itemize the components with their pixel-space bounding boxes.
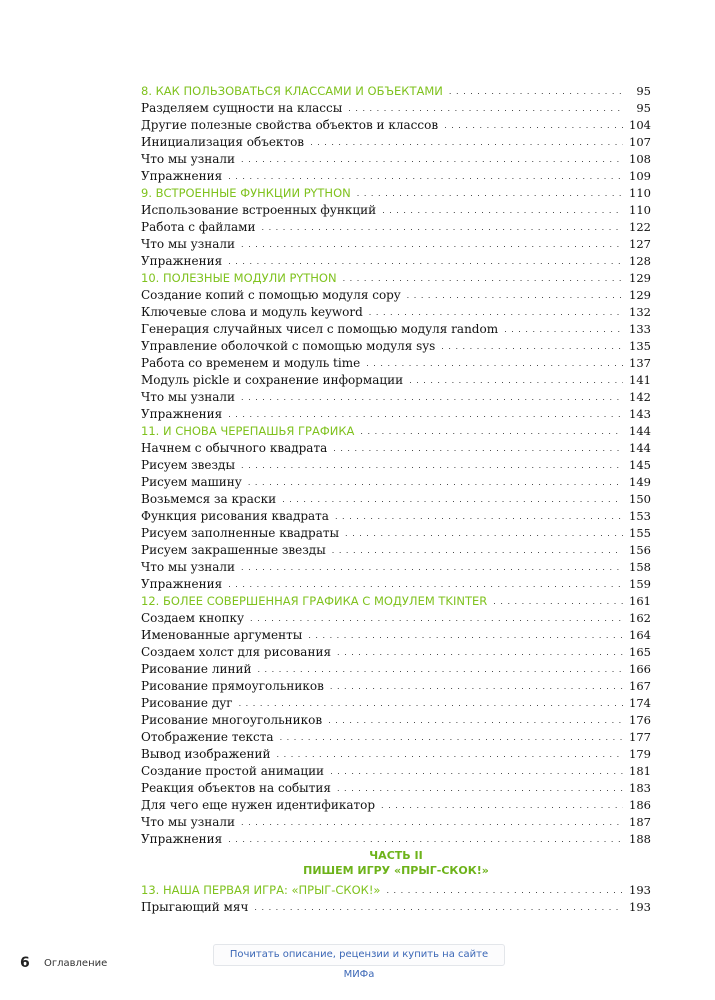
section-title: Упражнения [141,169,223,183]
section-title: Рисуем звезды [141,458,235,472]
section-title: Упражнения [141,254,223,268]
toc-item-row [141,778,651,795]
section-title: Упражнения [141,407,223,421]
toc-item-row [141,693,651,710]
toc-item-row [141,540,651,557]
toc-item-row [141,115,651,132]
page-ref: 193 [629,900,651,914]
toc-item-row [141,761,651,778]
publisher-link[interactable]: Почитать описание, рецензии и купить на сайте МИФа [213,944,505,966]
section-title: Генерация случайных чисел с помощью модуля random [141,322,499,336]
page-ref: 176 [629,713,651,727]
page-ref: 133 [629,322,651,336]
section-title: Реакция объектов на события [141,781,331,795]
page-ref: 174 [629,696,651,710]
section-title: Создание простой анимации [141,764,325,778]
dot-leader [228,828,623,848]
chapter-title: 11. И СНОВА ЧЕРЕПАШЬЯ ГРАФИКА [141,424,355,438]
toc-item-row [141,642,651,659]
toc-item-row [141,149,651,166]
toc-item-row [141,897,651,914]
section-title: Что мы узнали [141,390,236,404]
chapter-title: 8. КАК ПОЛЬЗОВАТЬСЯ КЛАССАМИ И ОБЪЕКТАМИ [141,84,443,98]
toc-item-row [141,727,651,744]
page-ref: 164 [629,628,651,642]
section-title: Инициализация объектов [141,135,305,149]
page-ref: 158 [629,560,651,574]
toc-chapter-row [141,591,651,608]
section-title: Создание копий с помощью модуля copy [141,288,401,302]
dot-leader [254,896,623,916]
page-ref: 149 [629,475,651,489]
section-title: Рисование многоугольников [141,713,323,727]
part-title: ПИШЕМ ИГРУ «ПРЫГ-СКОК!» [303,864,489,877]
page-ref: 108 [629,152,651,166]
toc-item-row [141,506,651,523]
toc-item-row [141,489,651,506]
table-of-contents-continued [141,880,651,914]
toc-item-row [141,319,651,336]
page-ref: 143 [629,407,651,421]
page-ref: 110 [629,203,651,217]
toc-chapter-row [141,183,651,200]
section-title: Для чего еще нужен идентификатор [141,798,376,812]
section-title: Рисуем закрашенные звезды [141,543,326,557]
page-ref: 186 [629,798,651,812]
page-ref: 142 [629,390,651,404]
section-title: Работа со временем и модуль time [141,356,361,370]
page-ref: 95 [636,84,651,98]
page-ref: 109 [629,169,651,183]
section-title: Рисуем заполненные квадраты [141,526,340,540]
page-ref: 177 [629,730,651,744]
toc-item-row [141,744,651,761]
toc-item-row [141,370,651,387]
toc-item-row [141,625,651,642]
page-ref: 144 [629,441,651,455]
toc-item-row [141,404,651,421]
toc-chapter-row [141,81,651,98]
chapter-title: 13. НАША ПЕРВАЯ ИГРА: «ПРЫГ-СКОК!» [141,883,381,897]
toc-item-row [141,353,651,370]
toc-item-row [141,659,651,676]
section-title: Рисование линий [141,662,252,676]
toc-item-row [141,608,651,625]
section-title: Именованные аргументы [141,628,303,642]
page-ref: 188 [629,832,651,846]
chapter-title: 9. ВСТРОЕННЫЕ ФУНКЦИИ PYTHON [141,186,351,200]
page-ref: 104 [629,118,651,132]
toc-item-row [141,336,651,353]
toc-chapter-row [141,421,651,438]
toc-item-row [141,812,651,829]
section-title: Разделяем сущности на классы [141,101,343,115]
section-title: Что мы узнали [141,560,236,574]
page-ref: 107 [629,135,651,149]
section-title: Начнем с обычного квадрата [141,441,328,455]
section-label: Оглавление [44,958,108,969]
page-number: 6 [20,955,30,971]
section-title: Отображение текста [141,730,274,744]
page-ref: 95 [636,101,651,115]
toc-item-row [141,574,651,591]
page-ref: 162 [629,611,651,625]
page-ref: 167 [629,679,651,693]
toc-item-row [141,523,651,540]
toc-item-row [141,234,651,251]
toc-item-row [141,455,651,472]
section-title: Модуль pickle и сохранение информации [141,373,404,387]
page-ref: 137 [629,356,651,370]
toc-item-row [141,829,651,846]
page-ref: 183 [629,781,651,795]
page-ref: 166 [629,662,651,676]
section-title: Прыгающий мяч [141,900,249,914]
page-ref: 132 [629,305,651,319]
page-ref: 110 [629,186,651,200]
page-ref: 165 [629,645,651,659]
toc-item-row [141,438,651,455]
page-ref: 153 [629,509,651,523]
toc-item-row [141,472,651,489]
page-ref: 181 [629,764,651,778]
section-title: Упражнения [141,577,223,591]
toc-chapter-row [141,880,651,897]
toc-item-row [141,217,651,234]
page-ref: 159 [629,577,651,591]
section-title: Функция рисования квадрата [141,509,329,523]
page-ref: 127 [629,237,651,251]
toc-item-row [141,251,651,268]
toc-item-row [141,166,651,183]
section-title: Создаем кнопку [141,611,245,625]
toc-item-row [141,285,651,302]
page-ref: 161 [629,594,651,608]
page-ref: 144 [629,424,651,438]
page-ref: 155 [629,526,651,540]
toc-item-row [141,795,651,812]
page-ref: 141 [629,373,651,387]
page-ref: 179 [629,747,651,761]
page-ref: 129 [629,288,651,302]
toc-item-row [141,132,651,149]
page-ref: 193 [629,883,651,897]
section-title: Управление оболочкой с помощью модуля sys [141,339,436,353]
page-ref: 187 [629,815,651,829]
toc-item-row [141,676,651,693]
toc-chapter-row [141,268,651,285]
page-ref: 145 [629,458,651,472]
part-label: ЧАСТЬ II [369,849,423,862]
section-title: Ключевые слова и модуль keyword [141,305,363,319]
page-ref: 128 [629,254,651,268]
page-ref: 150 [629,492,651,506]
section-title: Другие полезные свойства объектов и классов [141,118,439,132]
section-title: Рисование прямоугольников [141,679,324,693]
section-title: Возьмемся за краски [141,492,277,506]
section-title: Вывод изображений [141,747,271,761]
page-ref: 156 [629,543,651,557]
section-title: Использование встроенных функций [141,203,377,217]
section-title: Что мы узнали [141,237,236,251]
toc-item-row [141,710,651,727]
chapter-title: 10. ПОЛЕЗНЫЕ МОДУЛИ PYTHON [141,271,337,285]
toc-item-row [141,557,651,574]
toc-item-row [141,387,651,404]
section-title: Работа с файлами [141,220,256,234]
section-title: Что мы узнали [141,815,236,829]
page-ref: 122 [629,220,651,234]
section-title: Что мы узнали [141,152,236,166]
section-title: Рисуем машину [141,475,242,489]
section-title: Упражнения [141,832,223,846]
section-title: Рисование дуг [141,696,233,710]
page-ref: 129 [629,271,651,285]
toc-item-row [141,98,651,115]
section-title: Создаем холст для рисования [141,645,332,659]
page-ref: 135 [629,339,651,353]
chapter-title: 12. БОЛЕЕ СОВЕРШЕННАЯ ГРАФИКА С МОДУЛЕМ TKINTER [141,594,488,608]
toc-item-row [141,200,651,217]
table-of-contents [141,81,651,846]
toc-item-row [141,302,651,319]
